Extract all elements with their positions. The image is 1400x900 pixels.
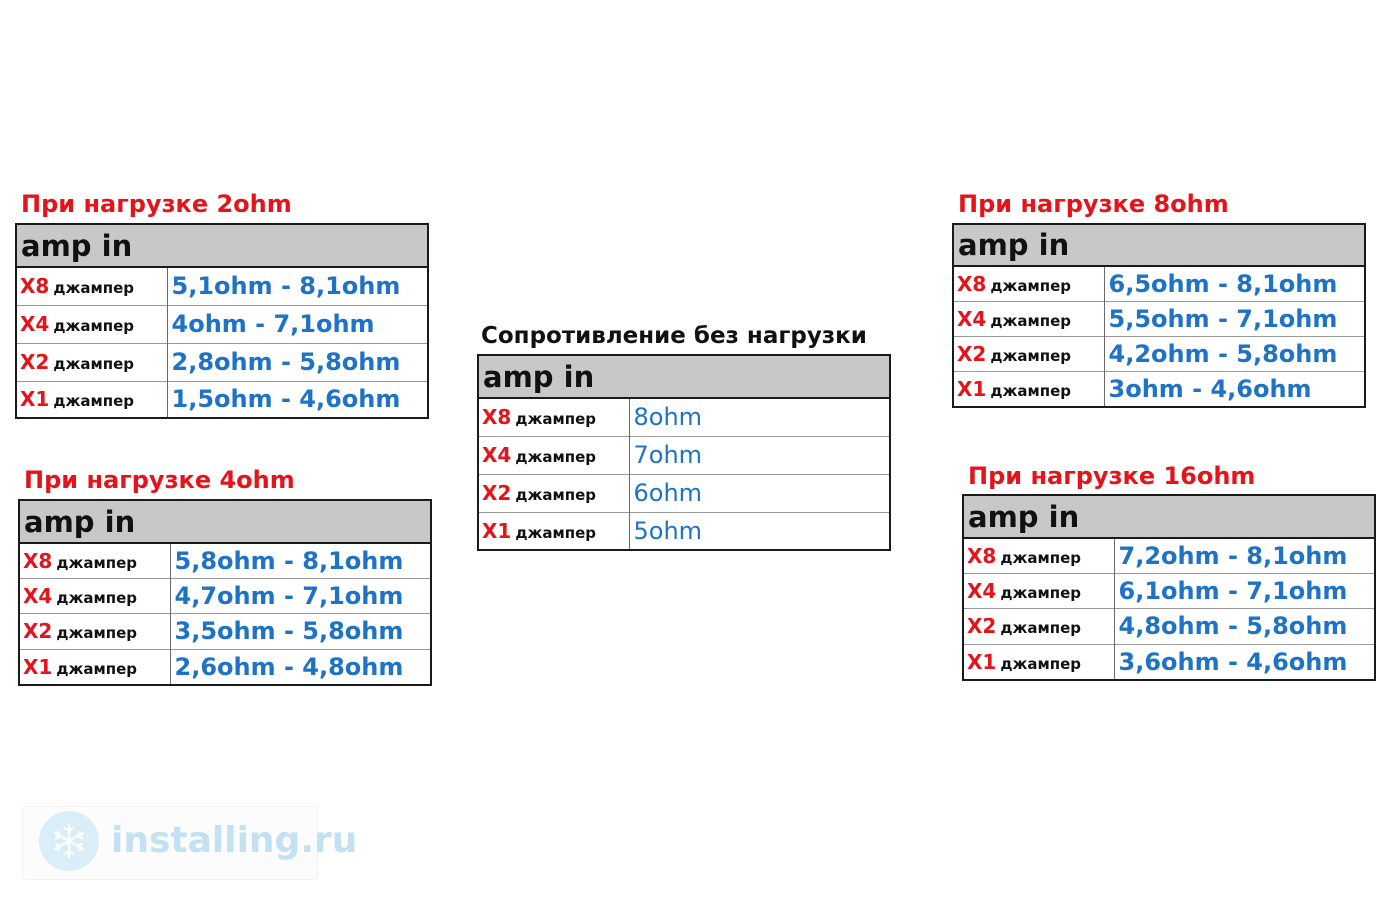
table-row: [16, 267, 428, 305]
jumper-label: джампер: [1000, 654, 1082, 673]
table-header-row: [963, 495, 1375, 538]
jumper-cell: [16, 267, 167, 305]
watermark-text: installing.ru: [111, 820, 358, 861]
jumper-label: джампер: [515, 523, 597, 542]
no-load-block: [477, 320, 892, 555]
jumper-cell: [478, 398, 629, 436]
jumper-cell: [953, 301, 1104, 336]
resistance-value: 5,8ohm - 8,1ohm: [174, 546, 404, 575]
jumper-label: джампер: [56, 553, 138, 572]
resistance-value: 2,6ohm - 4,8ohm: [174, 652, 404, 681]
resistance-value: 4ohm - 7,1ohm: [171, 310, 375, 338]
resistance-table: [477, 354, 891, 551]
table-row: [19, 613, 431, 649]
jumper-label: джампер: [515, 448, 597, 466]
jumper-cell: [953, 371, 1104, 407]
table-row: [478, 436, 890, 474]
value-cell: [170, 543, 431, 578]
load-2ohm-block: [15, 190, 430, 422]
table-header-row: [19, 500, 431, 543]
jumper-multiplier: X1: [20, 387, 50, 412]
table-row: [963, 573, 1375, 608]
value-cell: [167, 305, 428, 343]
snowflake-icon: [39, 811, 99, 871]
jumper-label: джампер: [990, 276, 1072, 295]
value-cell: [170, 649, 431, 685]
resistance-value: 4,7ohm - 7,1ohm: [174, 581, 404, 610]
table-row: [953, 371, 1365, 407]
jumper-multiplier: X4: [967, 578, 997, 603]
jumper-multiplier: X4: [482, 443, 512, 467]
value-cell: [1114, 573, 1375, 608]
jumper-multiplier: X1: [967, 649, 997, 674]
jumper-cell: [963, 573, 1114, 608]
table-row: [963, 608, 1375, 644]
jumper-cell: [16, 343, 167, 381]
resistance-table: [15, 223, 429, 419]
table-row: [16, 343, 428, 381]
jumper-cell: [953, 266, 1104, 301]
jumper-label: джампер: [990, 346, 1072, 365]
jumper-multiplier: X4: [957, 306, 987, 331]
jumper-cell: [963, 644, 1114, 680]
value-cell: [167, 267, 428, 305]
jumper-cell: [953, 336, 1104, 371]
value-cell: [1114, 538, 1375, 573]
jumper-label: джампер: [1000, 548, 1082, 567]
resistance-value: 3,6ohm - 4,6ohm: [1118, 647, 1348, 676]
table-row: [963, 644, 1375, 680]
table-row: [16, 381, 428, 418]
jumper-cell: [19, 649, 170, 685]
table-row: [478, 398, 890, 436]
jumper-multiplier: X2: [967, 614, 997, 638]
block-title: При нагрузке 4ohm: [24, 466, 295, 494]
value-cell: [1104, 266, 1365, 301]
jumper-label: джампер: [1000, 619, 1082, 637]
table-row: [953, 301, 1365, 336]
value-cell: [1114, 608, 1375, 644]
block-title: При нагрузке 8ohm: [958, 190, 1229, 218]
jumper-multiplier: X8: [957, 271, 987, 296]
jumper-multiplier: X2: [482, 481, 512, 505]
site-watermark: [22, 806, 358, 880]
resistance-table: [952, 223, 1366, 408]
jumper-multiplier: X4: [23, 583, 53, 608]
resistance-table: [962, 494, 1376, 681]
block-title: При нагрузке 2ohm: [21, 190, 292, 218]
jumper-label: джампер: [53, 279, 135, 298]
resistance-value: 4,2ohm - 5,8ohm: [1108, 339, 1338, 368]
table-header: amp in: [19, 500, 431, 543]
table-row: [19, 543, 431, 578]
jumper-multiplier: X2: [957, 341, 987, 366]
resistance-value: 4,8ohm - 5,8ohm: [1118, 612, 1348, 640]
jumper-label: джампер: [53, 355, 135, 373]
table-header-row: [478, 355, 890, 398]
resistance-value: 6,1ohm - 7,1ohm: [1118, 576, 1348, 605]
resistance-value: 3ohm - 4,6ohm: [1108, 374, 1312, 403]
block-title: При нагрузке 16ohm: [968, 462, 1256, 490]
table-header: amp in: [953, 224, 1365, 266]
load-8ohm-block: [952, 190, 1367, 412]
block-title: Сопротивление без нагрузки: [481, 323, 867, 349]
resistance-value: 5,1ohm - 8,1ohm: [171, 272, 401, 301]
value-cell: [167, 381, 428, 418]
table-header-row: [953, 224, 1365, 266]
jumper-label: джампер: [990, 311, 1072, 330]
jumper-cell: [19, 543, 170, 578]
resistance-value: 5ohm: [633, 516, 703, 545]
value-cell: [629, 474, 890, 512]
jumper-cell: [19, 578, 170, 613]
jumper-cell: [478, 436, 629, 474]
resistance-value: 6ohm: [633, 479, 703, 507]
jumper-label: джампер: [53, 392, 135, 411]
resistance-value: 6,5ohm - 8,1ohm: [1108, 269, 1338, 298]
table-row: [953, 266, 1365, 301]
resistance-value: 1,5ohm - 4,6ohm: [171, 385, 401, 414]
jumper-cell: [19, 613, 170, 649]
value-cell: [170, 578, 431, 613]
jumper-label: джампер: [1000, 583, 1082, 602]
jumper-label: джампер: [515, 410, 597, 429]
value-cell: [167, 343, 428, 381]
jumper-cell: [478, 474, 629, 512]
table-header: amp in: [478, 355, 890, 398]
jumper-multiplier: X1: [23, 654, 53, 679]
jumper-cell: [16, 305, 167, 343]
value-cell: [1114, 644, 1375, 680]
resistance-table: [18, 499, 432, 686]
jumper-label: джампер: [990, 381, 1072, 400]
table-row: [16, 305, 428, 343]
table-header: amp in: [963, 495, 1375, 538]
jumper-multiplier: X4: [20, 312, 50, 336]
jumper-cell: [478, 512, 629, 550]
jumper-cell: [16, 381, 167, 418]
value-cell: [1104, 371, 1365, 407]
table-row: [19, 649, 431, 685]
jumper-label: джампер: [56, 624, 138, 642]
jumper-multiplier: X2: [23, 619, 53, 643]
value-cell: [629, 436, 890, 474]
jumper-label: джампер: [515, 486, 597, 504]
jumper-multiplier: X2: [20, 350, 50, 374]
resistance-value: 2,8ohm - 5,8ohm: [171, 348, 401, 376]
value-cell: [1104, 336, 1365, 371]
jumper-multiplier: X1: [482, 518, 512, 543]
jumper-multiplier: X8: [967, 543, 997, 568]
resistance-value: 7,2ohm - 8,1ohm: [1118, 541, 1348, 570]
load-4ohm-block: [18, 466, 433, 688]
jumper-multiplier: X1: [957, 376, 987, 401]
jumper-multiplier: X8: [20, 274, 50, 299]
resistance-value: 8ohm: [633, 403, 703, 432]
jumper-multiplier: X8: [482, 405, 512, 430]
jumper-label: джампер: [56, 588, 138, 607]
jumper-multiplier: X8: [23, 548, 53, 573]
load-16ohm-block: [962, 462, 1377, 684]
table-row: [478, 512, 890, 550]
value-cell: [170, 613, 431, 649]
value-cell: [629, 512, 890, 550]
value-cell: [629, 398, 890, 436]
resistance-value: 3,5ohm - 5,8ohm: [174, 617, 404, 645]
jumper-cell: [963, 538, 1114, 573]
jumper-cell: [963, 608, 1114, 644]
table-row: [963, 538, 1375, 573]
table-header: amp in: [16, 224, 428, 267]
jumper-label: джампер: [56, 659, 138, 678]
table-row: [19, 578, 431, 613]
table-header-row: [16, 224, 428, 267]
value-cell: [1104, 301, 1365, 336]
jumper-label: джампер: [53, 317, 135, 335]
resistance-value: 5,5ohm - 7,1ohm: [1108, 304, 1338, 333]
table-row: [478, 474, 890, 512]
table-row: [953, 336, 1365, 371]
resistance-value: 7ohm: [633, 441, 703, 469]
